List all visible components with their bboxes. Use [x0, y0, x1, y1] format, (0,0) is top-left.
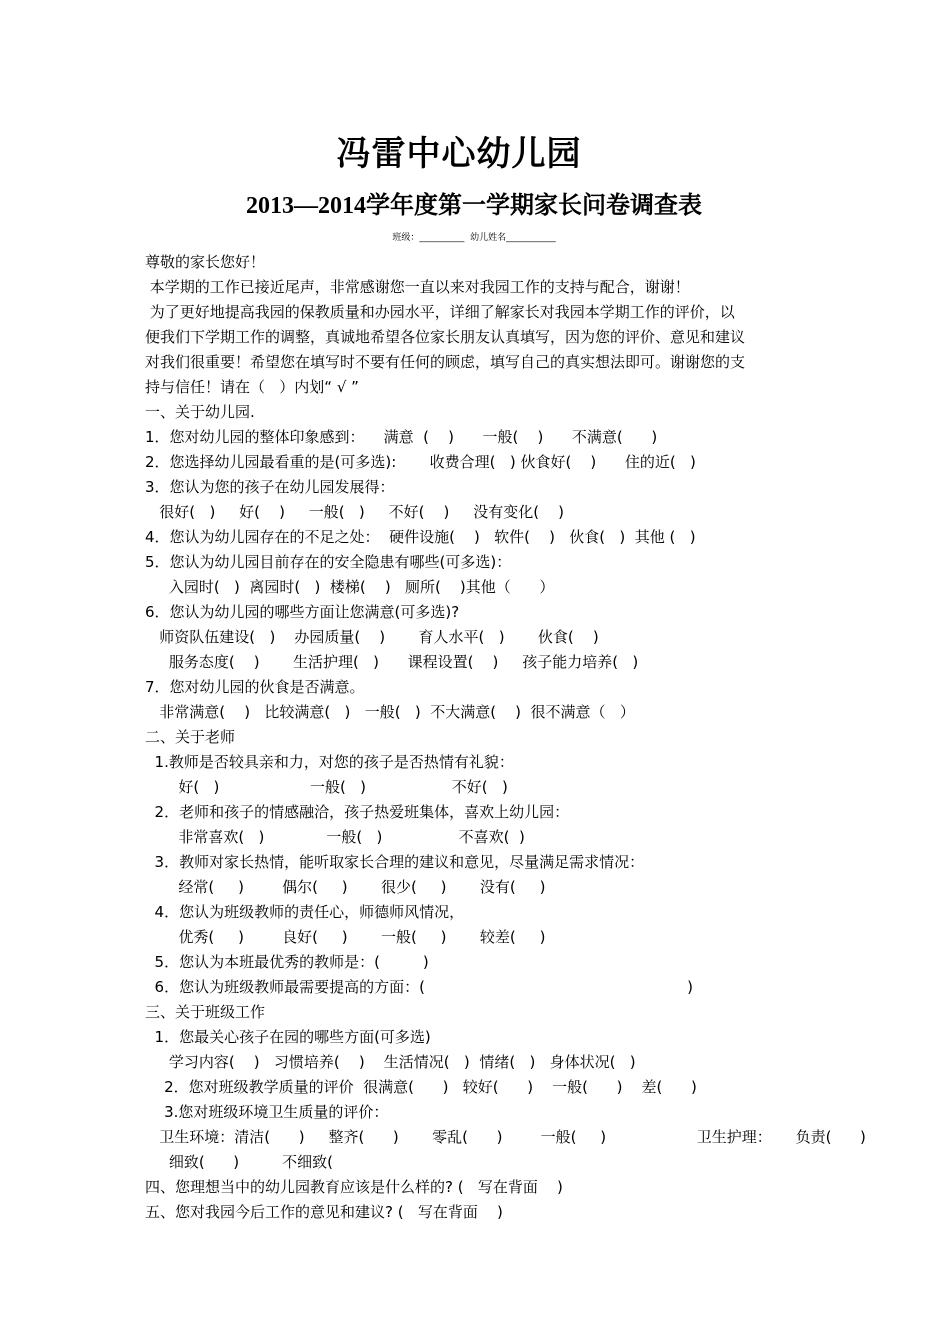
section-1-q2: 2．您选择幼儿园最看重的是(可多选): 收费合理( ) 伙食好( ) 住的近( ) — [145, 453, 696, 471]
survey-title: 2013—2014学年度第一学期家长问卷调查表 — [246, 193, 702, 219]
section-1-q7: 7．您对幼儿园的伙食是否满意。 — [145, 678, 365, 696]
section-1-heading: 一、关于幼儿园. — [145, 403, 255, 421]
greeting: 尊敬的家长您好！ — [145, 253, 266, 271]
section-2-heading: 二、关于老师 — [145, 728, 236, 746]
section-2-q4-options: 优秀( ) 良好( ) 一般( ) 较差( ) — [145, 928, 546, 946]
section-3-q3-options-1: 卫生环境：清洁( ) 整齐( ) 零乱( ) 一般( ) 卫生护理： 负责( ) — [145, 1128, 866, 1146]
section-3-q3-options-2: 细致( ) 不细致( — [145, 1153, 343, 1171]
section-3-q3: 3.您对班级环境卫生质量的评价： — [145, 1103, 389, 1121]
section-1-q6: 6．您认为幼儿园的哪些方面让您满意(可多选)? — [145, 603, 460, 621]
section-3-q1-options: 学习内容( ) 习惯培养( ) 生活情况( ) 情绪( ) 身体状况( ) — [145, 1053, 636, 1071]
intro-paragraph-2-line-3: 对我们很重要！希望您在填写时不要有任何的顾虑，填写自己的真实想法即可。谢谢您的支 — [145, 353, 746, 371]
section-2-q1-options: 好( ) 一般( ) 不好( ) — [145, 778, 508, 796]
section-1-q3: 3．您认为您的孩子在幼儿园发展得： — [145, 478, 395, 496]
intro-paragraph-2-line-4: 持与信任！请在（ ）内划“ √ ” — [145, 378, 359, 396]
section-2-q2: 2．老师和孩子的情感融洽，孩子热爱班集体，喜欢上幼儿园： — [145, 803, 570, 821]
intro-paragraph-2-line-1: 为了更好地提高我园的保教质量和办园水平，详细了解家长对我园本学期工作的评价，以 — [145, 303, 735, 321]
section-4-question: 四、您理想当中的幼儿园教育应该是什么样的? ( 写在背面 ) — [145, 1178, 563, 1196]
section-2-q3-options: 经常( ) 偶尔( ) 很少( ) 没有( ) — [145, 878, 546, 896]
section-2-q5: 5．您认为本班最优秀的教师是：( ) — [145, 953, 429, 971]
section-5-question: 五、您对我园今后工作的意见和建议? ( 写在背面 ) — [145, 1203, 503, 1221]
intro-paragraph-1: 本学期的工作已接近尾声，非常感谢您一直以来对我园工作的支持与配合，谢谢！ — [145, 278, 690, 296]
school-title: 冯雷中心幼儿园 — [336, 134, 582, 174]
section-1-q3-options: 很好( ) 好( ) 一般( ) 不好( ) 没有变化( ) — [145, 503, 565, 521]
section-2-q2-options: 非常喜欢( ) 一般( ) 不喜欢( ) — [145, 828, 525, 846]
class-name-line: 班级：__________ 幼儿姓名___________ — [392, 233, 556, 243]
section-1-q5: 5．您认为幼儿园目前存在的安全隐患有哪些(可多选)： — [145, 553, 512, 571]
section-2-q4: 4．您认为班级教师的责任心，师德师风情况， — [145, 903, 465, 921]
section-3-heading: 三、关于班级工作 — [145, 1003, 266, 1021]
section-1-q7-options: 非常满意( ) 比较满意( ) 一般( ) 不大满意( ) 很不满意（ ） — [145, 703, 635, 721]
section-1-q6-options-1: 师资队伍建设( ) 办园质量( ) 育人水平( ) 伙食( ) — [145, 628, 599, 646]
section-3-q2: 2．您对班级教学质量的评价 很满意( ) 较好( ) 一般( ) 差( ) — [145, 1078, 697, 1096]
intro-paragraph-2-line-2: 便我们下学期工作的调整，真诚地希望各位家长朋友认真填写，因为您的评价、意见和建议 — [145, 328, 746, 346]
section-2-q6: 6．您认为班级教师最需要提高的方面：( ) — [145, 978, 694, 996]
section-3-q1: 1．您最关心孩子在园的哪些方面(可多选) — [145, 1028, 431, 1046]
section-1-q4: 4．您认为幼儿园存在的不足之处： 硬件设施( ) 软件( ) 伙食( ) 其他 ( ) — [145, 528, 696, 546]
section-2-q3: 3．教师对家长热情，能听取家长合理的建议和意见，尽量满足需求情况： — [145, 853, 645, 871]
section-2-q1: 1.教师是否较具亲和力，对您的孩子是否热情有礼貌： — [145, 753, 514, 771]
section-1-q5-options: 入园时( ) 离园时( ) 楼梯( ) 厕所( )其他（ ） — [145, 578, 555, 596]
section-1-q1: 1．您对幼儿园的整体印象感到： 满意 ( ) 一般( ) 不满意( ) — [145, 428, 658, 446]
section-1-q6-options-2: 服务态度( ) 生活护理( ) 课程设置( ) 孩子能力培养( ) — [145, 653, 639, 671]
